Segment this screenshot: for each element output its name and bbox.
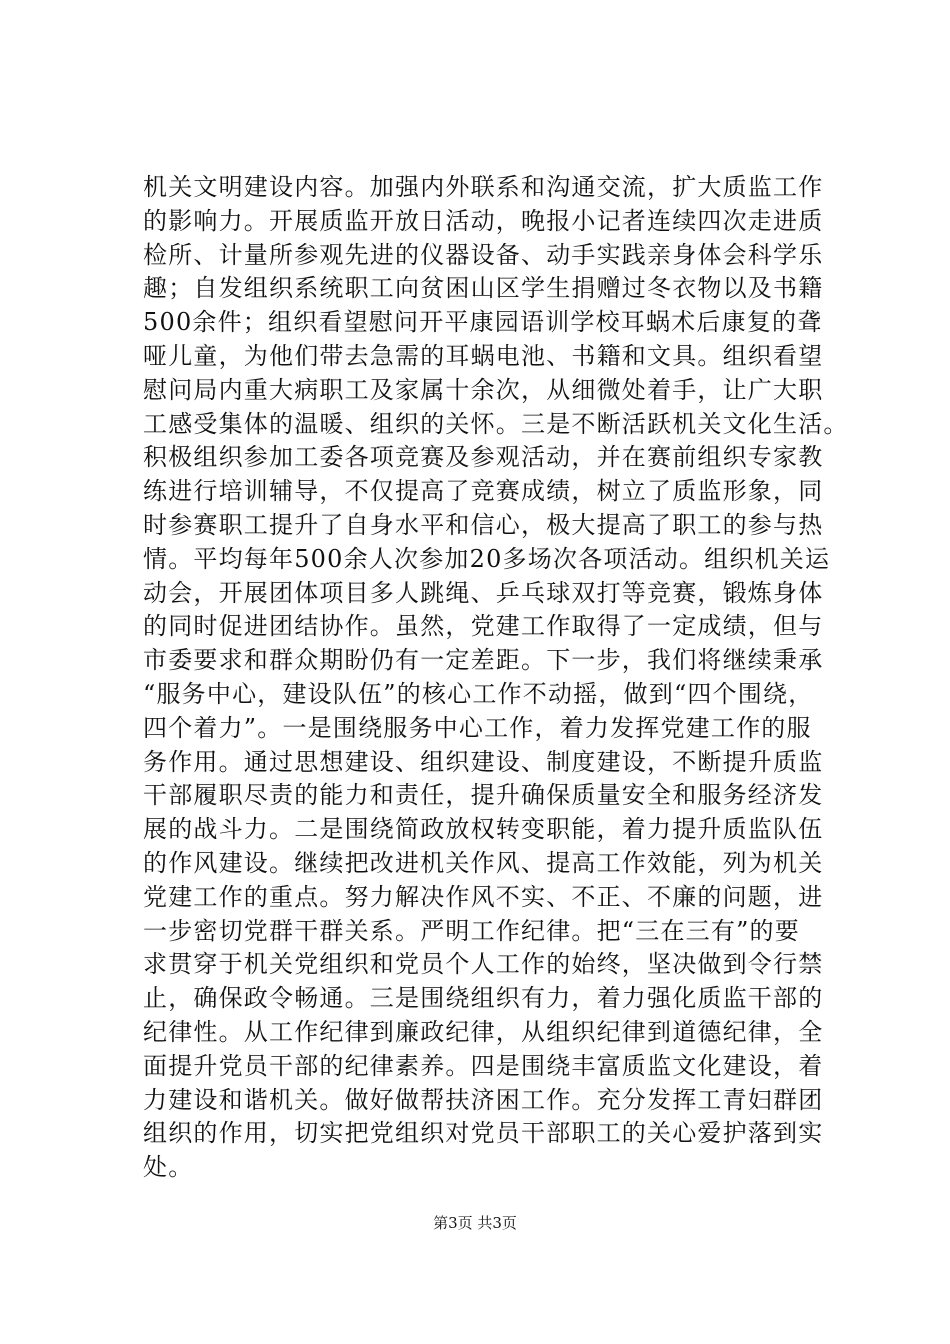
text-line: 求贯穿于机关党组织和党员个人工作的始终，坚决做到令行禁	[143, 950, 824, 979]
text-line: 哑儿童，为他们带去急需的耳蜗电池、书籍和文具。组织看望	[143, 341, 824, 370]
text-line: 500余件；组织看望慰问开平康园语训学校耳蜗术后康复的聋	[143, 308, 823, 337]
text-line: 务作用。通过思想建设、组织建设、制度建设，不断提升质监	[143, 747, 824, 776]
page-footer: 第3页 共3页	[433, 1214, 517, 1232]
text-line: 机关文明建设内容。加强内外联系和沟通交流，扩大质监工作	[143, 173, 824, 201]
text-line: “服务中心，建设队伍”的核心工作不动摇，做到“四个围绕，	[143, 679, 814, 708]
text-line: 面提升党员干部的纪律素养。四是围绕丰富质监文化建设，着	[143, 1051, 824, 1080]
text-line: 的同时促进团结协作。虽然，党建工作取得了一定成绩，但与	[143, 612, 824, 641]
text-line: 动会，开展团体项目多人跳绳、乒乓球双打等竞赛，锻炼身体	[143, 578, 824, 607]
text-line: 处。	[143, 1153, 194, 1182]
text-line: 的作风建设。继续把改进机关作风、提高工作效能，列为机关	[143, 848, 824, 877]
body-text	[143, 171, 853, 1185]
text-line: 情。平均每年500余人次参加20多场次各项活动。组织机关运	[143, 544, 831, 573]
text-line: 组织的作用，切实把党组织对党员干部职工的关心爱护落到实	[143, 1119, 824, 1148]
text-line: 四个着力”。一是围绕服务中心工作，着力发挥党建工作的服	[143, 713, 812, 742]
text-line: 力建设和谐机关。做好做帮扶济困工作。充分发挥工青妇群团	[143, 1085, 824, 1114]
text-line: 时参赛职工提升了自身水平和信心，极大提高了职工的参与热	[143, 510, 824, 539]
text-line: 止，确保政令畅通。三是围绕组织有力，着力强化质监干部的	[143, 984, 824, 1013]
text-line: 工感受集体的温暖、组织的关怀。三是不断活跃机关文化生活。	[143, 409, 849, 438]
text-line: 练进行培训辅导，不仅提高了竞赛成绩，树立了质监形象，同	[143, 477, 824, 506]
text-line: 的影响力。开展质监开放日活动，晚报小记者连续四次走进质	[143, 206, 824, 235]
text-line: 党建工作的重点。努力解决作风不实、不正、不廉的问题，进	[143, 882, 824, 911]
text-line: 检所、计量所参观先进的仪器设备、动手实践亲身体会科学乐	[143, 240, 824, 269]
text-line: 纪律性。从工作纪律到廉政纪律，从组织纪律到道德纪律，全	[143, 1017, 824, 1046]
text-line: 一步密切党群干群关系。严明工作纪律。把“三在三有”的要	[143, 916, 800, 945]
text-line: 干部履职尽责的能力和责任，提升确保质量安全和服务经济发	[143, 781, 824, 810]
text-line: 慰问局内重大病职工及家属十余次，从细微处着手，让广大职	[143, 375, 824, 404]
text-line: 市委要求和群众期盼仍有一定差距。下一步，我们将继续秉承	[143, 646, 824, 675]
text-line: 展的战斗力。二是围绕简政放权转变职能，着力提升质监队伍	[143, 815, 824, 844]
text-line: 趣；自发组织系统职工向贫困山区学生捐赠过冬衣物以及书籍	[143, 274, 824, 303]
text-line: 积极组织参加工委各项竞赛及参观活动，并在赛前组织专家教	[143, 443, 824, 472]
